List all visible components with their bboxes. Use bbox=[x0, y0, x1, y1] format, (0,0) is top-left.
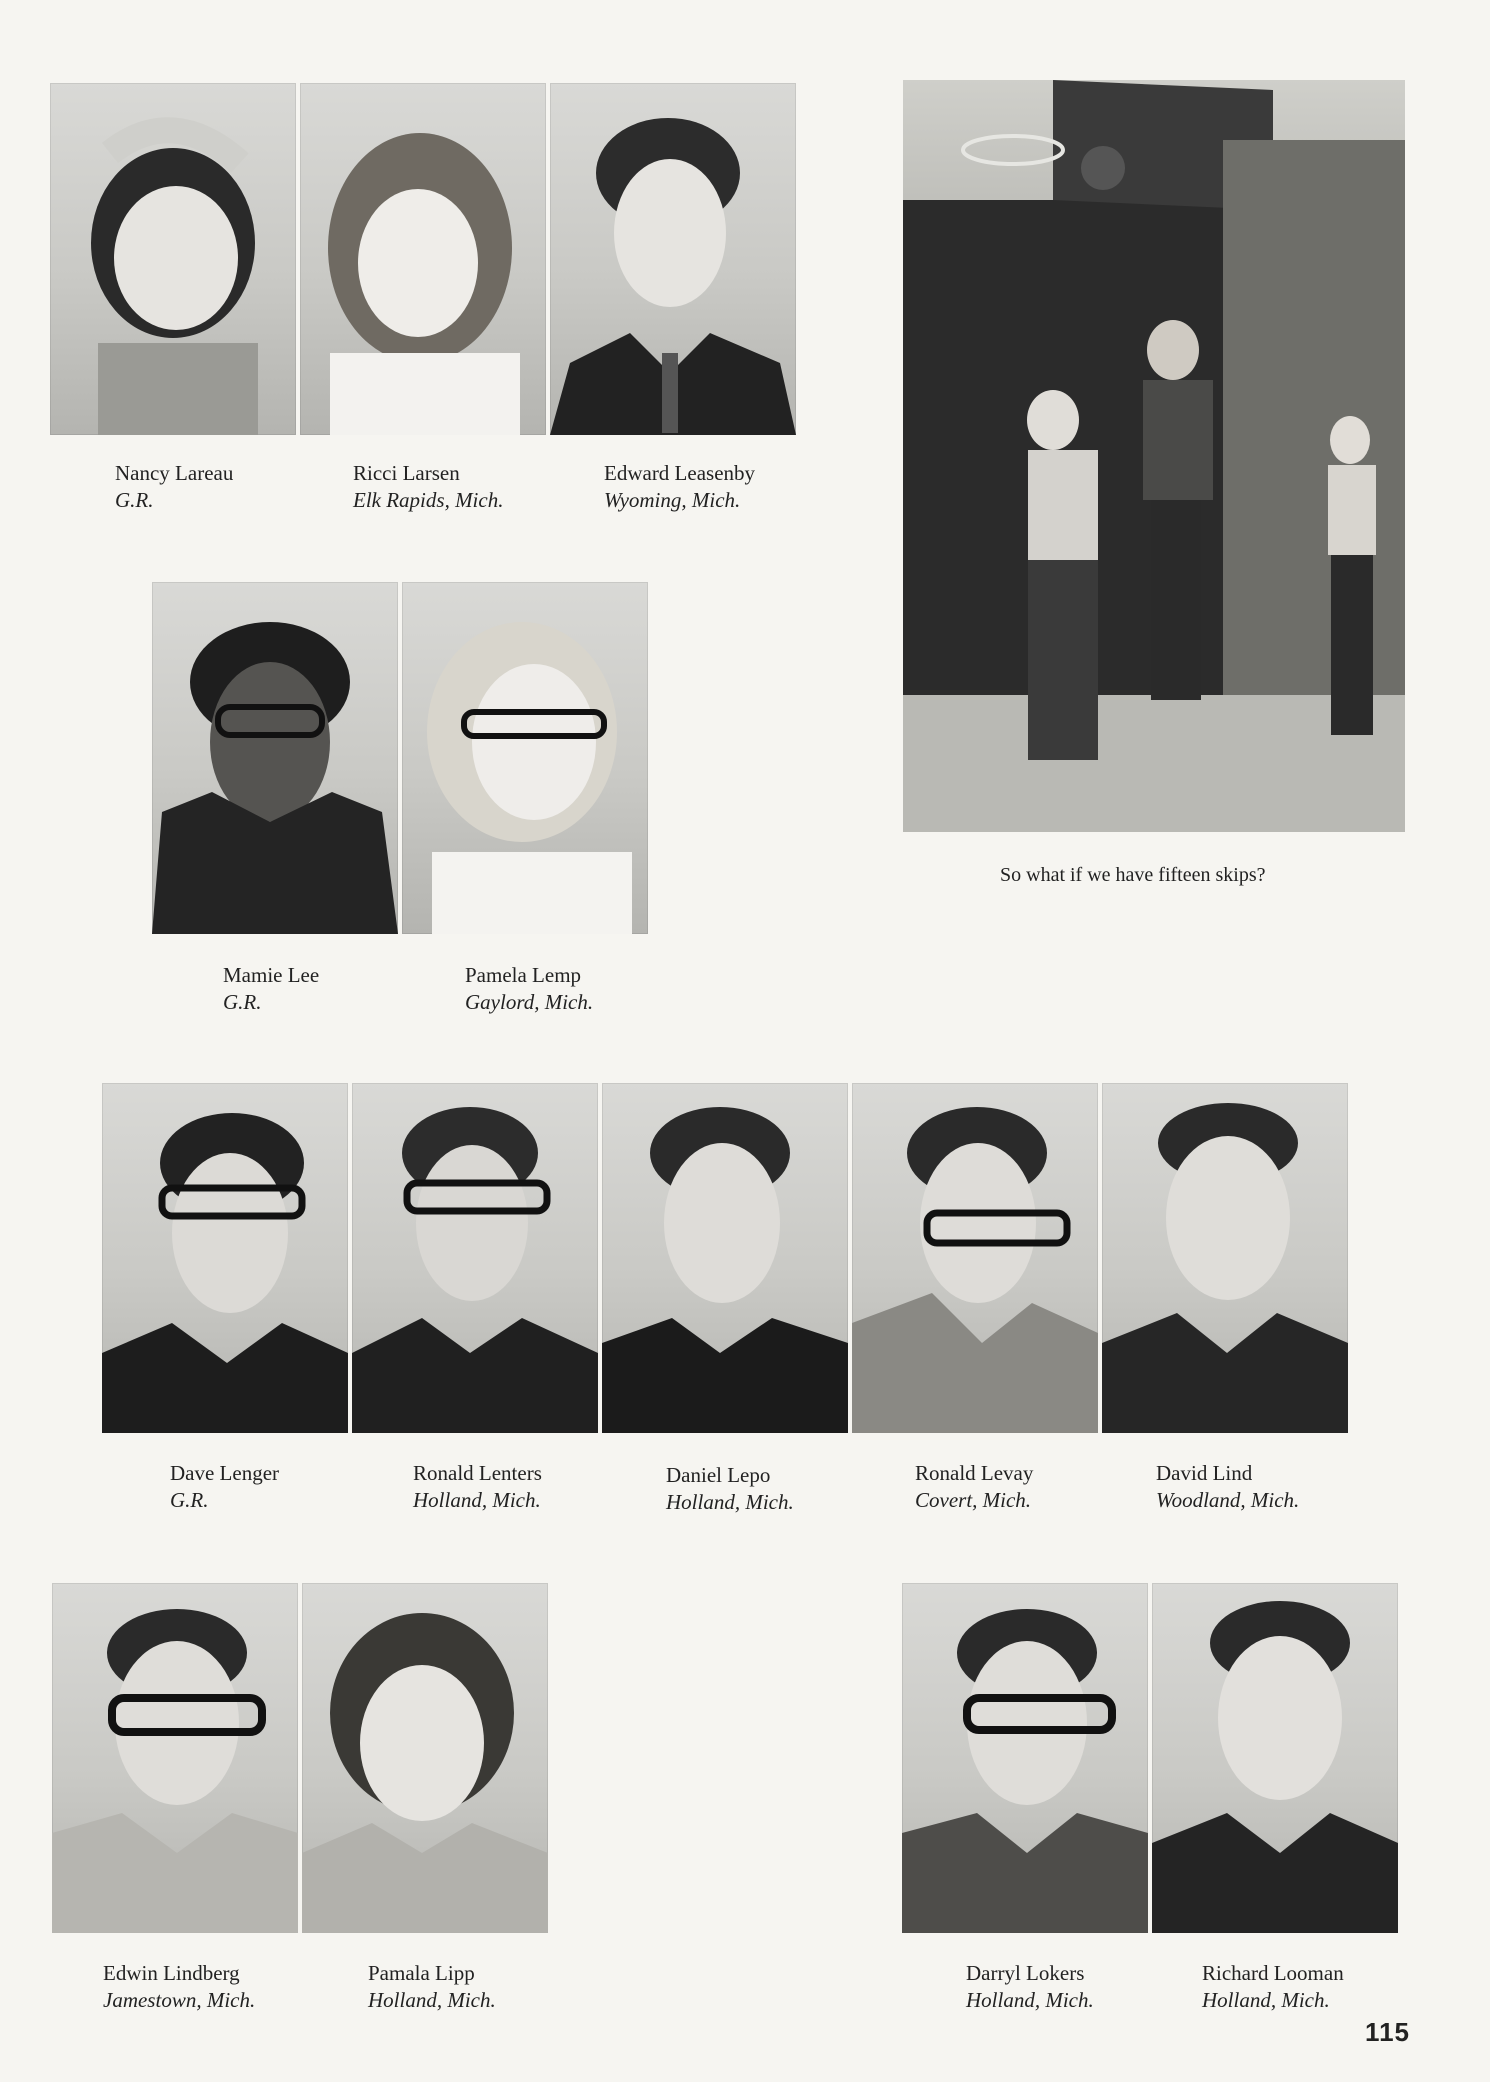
caption-mamie-lee bbox=[223, 962, 319, 1016]
caption-dave-lenger bbox=[170, 1460, 279, 1514]
name-label: Nancy Lareau bbox=[115, 461, 234, 485]
town-label: Holland, Mich. bbox=[666, 1490, 794, 1514]
town-label: Gaylord, Mich. bbox=[465, 990, 594, 1014]
town-label: Holland, Mich. bbox=[966, 1988, 1094, 2012]
candid-caption: So what if we have fifteen skips? bbox=[1000, 864, 1266, 886]
town-label: Holland, Mich. bbox=[368, 1988, 496, 2012]
name-label: Ronald Lenters bbox=[413, 1461, 542, 1485]
portrait-ricci-larsen bbox=[300, 83, 546, 435]
name-label: Dave Lenger bbox=[170, 1461, 280, 1485]
name-label: Pamala Lipp bbox=[368, 1961, 475, 1985]
caption-pamala-lipp bbox=[368, 1960, 496, 2014]
portrait-ronald-levay bbox=[852, 1083, 1098, 1433]
portrait-dave-lenger bbox=[102, 1083, 348, 1433]
portrait-nancy-lareau bbox=[50, 83, 296, 435]
town-label: Woodland, Mich. bbox=[1156, 1488, 1300, 1512]
caption-darryl-lokers bbox=[966, 1960, 1094, 2014]
caption-david-lind bbox=[1156, 1460, 1299, 1514]
page-number: 115 bbox=[1365, 2017, 1410, 2047]
name-label: Richard Looman bbox=[1202, 1961, 1344, 1985]
caption-ricci-larsen bbox=[353, 460, 503, 514]
caption-richard-looman bbox=[1202, 1960, 1344, 2014]
town-label: G.R. bbox=[115, 488, 154, 512]
name-label: Daniel Lepo bbox=[666, 1463, 771, 1487]
caption-ronald-lenters bbox=[413, 1460, 542, 1514]
portrait-mamie-lee bbox=[152, 582, 398, 934]
caption-ronald-levay bbox=[915, 1460, 1033, 1514]
caption-edward-leasenby bbox=[604, 460, 755, 514]
name-label: Mamie Lee bbox=[223, 963, 320, 987]
portrait-darryl-lokers bbox=[902, 1583, 1148, 1933]
caption-edwin-lindberg bbox=[103, 1960, 255, 2014]
caption-pamela-lemp bbox=[465, 962, 593, 1016]
town-label: Covert, Mich. bbox=[915, 1488, 1032, 1512]
portrait-pamala-lipp bbox=[302, 1583, 548, 1933]
portrait-daniel-lepo bbox=[602, 1083, 848, 1433]
town-label: G.R. bbox=[170, 1488, 209, 1512]
portrait-edward-leasenby bbox=[550, 83, 796, 435]
portrait-edwin-lindberg bbox=[52, 1583, 298, 1933]
town-label: Holland, Mich. bbox=[413, 1488, 541, 1512]
name-label: Ricci Larsen bbox=[353, 461, 460, 485]
town-label: Wyoming, Mich. bbox=[604, 488, 741, 512]
name-label: Pamela Lemp bbox=[465, 963, 582, 987]
portrait-ronald-lenters bbox=[352, 1083, 598, 1433]
town-label: G.R. bbox=[223, 990, 262, 1014]
caption-nancy-lareau bbox=[115, 460, 233, 514]
portrait-david-lind bbox=[1102, 1083, 1348, 1433]
name-label: Edwin Lindberg bbox=[103, 1961, 240, 1985]
candid-basketball-photo bbox=[903, 80, 1405, 832]
town-label: Jamestown, Mich. bbox=[103, 1988, 256, 2012]
name-label: Edward Leasenby bbox=[604, 461, 756, 485]
portrait-pamela-lemp bbox=[402, 582, 648, 934]
name-label: Darryl Lokers bbox=[966, 1961, 1085, 1985]
name-label: Ronald Levay bbox=[915, 1461, 1034, 1485]
town-label: Elk Rapids, Mich. bbox=[353, 488, 504, 512]
town-label: Holland, Mich. bbox=[1202, 1988, 1330, 2012]
name-label: David Lind bbox=[1156, 1461, 1253, 1485]
portrait-richard-looman bbox=[1152, 1583, 1398, 1933]
caption-daniel-lepo bbox=[666, 1462, 794, 1516]
